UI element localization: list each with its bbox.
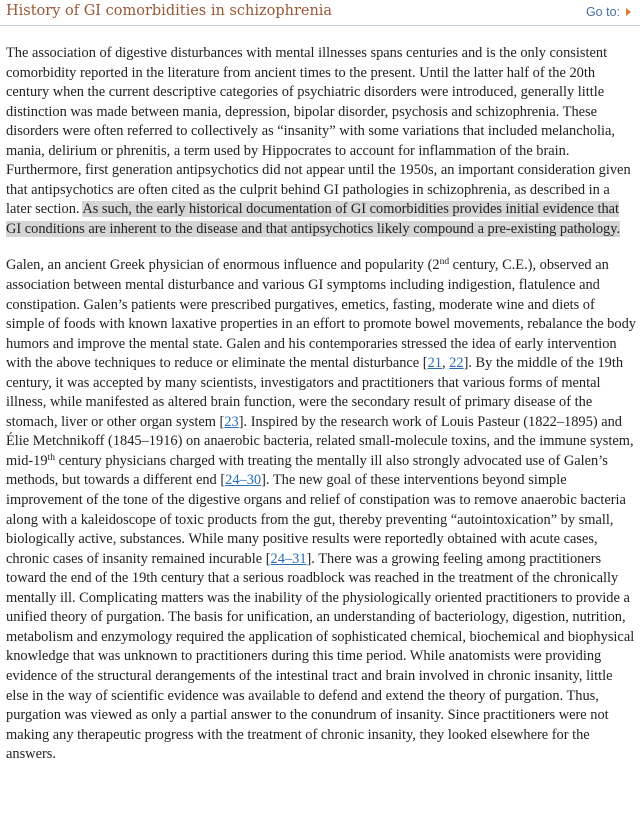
triangle-right-icon[interactable] — [626, 8, 631, 16]
paragraph-2-text: , — [441, 355, 450, 372]
paragraph-1 — [6, 44, 636, 239]
article-body — [6, 44, 636, 765]
paragraph-2-text: ]. By the middle of the 19th century, it was accepted by many scientists, investigators and practitioners that various forms of mental illness, while manifested as altered brain function, were the secondary result of primary disease of the stomach, liver or other organ system [ — [6, 355, 624, 430]
superscript: th — [47, 452, 55, 463]
citation-link-21[interactable]: 21 — [427, 355, 442, 372]
paragraph-2-text: century physicians charged with treating the mentally ill also strongly advocated use of Galen’s methods, but towards a different end [ — [6, 452, 608, 489]
section-header — [0, 0, 640, 26]
paragraph-2-text: ]. There was a growing feeling among practitioners toward the end of the 19th century that a serious roadblock was reached in the treatment of the chronically mentally ill. Complicating matters was the inability of the physiologically oriented practitioners to provide a unified theory of purgation. The basis for unification, an understanding of bacteriology, digestion, nutrition, metabolism and enzymology required the application of sophisticated chemical, biochemical and biophysical knowledge that was unknown to practitioners during this time period. While anatomists were providing evidence of the structural derangements of the intestinal tract and brain involved in chronic insanity, little else in the way of scientific evidence was available to defend and extend the theory of purgation. Thus, purgation was viewed as only a partial answer to the conundrum of insanity. Since practitioners were not making any therapeutic progress with the treatment of chronic insanity, they looked elsewhere for the answers. — [6, 550, 635, 763]
paragraph-2-text: Galen, an ancient Greek physician of enormous influence and popularity (2 — [6, 257, 440, 274]
section-title: History of GI comorbidities in schizophrenia — [6, 3, 333, 19]
paragraph-2-text: ]. Inspired by the research work of Louis Pasteur (1822–1895) and Élie Metchnikoff (1845–1916) on anaerobic bacteria, related small-molecule toxins, and the immune system, mid-19 — [6, 413, 634, 469]
paragraph-2-text: ]. The new goal of these interventions beyond simple improvement of the tone of the digestive organs and relief of constipation was to remove anaerobic bacteria along with a kaleidoscope of toxic products from the gut, thereby preventing “autointoxication” by small, biologically active, substances. While many positive results were reportedly obtained with acute cases, chronic cases of insanity remained incurable [ — [6, 472, 626, 567]
goto-button[interactable] — [586, 5, 631, 19]
goto-label[interactable]: Go to: — [585, 5, 620, 19]
citation-link-22[interactable]: 22 — [449, 355, 464, 372]
citation-link-23[interactable]: 23 — [224, 413, 239, 430]
citation-link-24-30[interactable]: 24–30 — [225, 472, 262, 489]
highlighted-text: As such, the early historical documentation of GI comorbidities provides initial evidence that GI conditions are inherent to the disease and that antipsychotics likely compound a pre-existing pathology. — [6, 201, 621, 237]
superscript: nd — [439, 257, 450, 268]
paragraph-2-text: century, C.E.), observed an association between mental disturbance and various GI symptoms including indigestion, flatulence and constipation. Galen’s patients were prescribed purgatives, emetics, fasting, moderate wine and diets of simple of foods with known laxative properties in an effort to promote bowel movements, rebalance the body humors and improve the mental state. Galen and his contemporaries stressed the idea of early intervention with the above techniques to reduce or eliminate the mental disturbance [ — [6, 257, 636, 372]
citation-link-24-31[interactable]: 24–31 — [270, 550, 307, 567]
paragraph-1-text: The association of digestive disturbances with mental illnesses spans centuries and is the only consistent comorbidity reported in the literature from ancient times to the present. Until the latter half of the 20th century when the current descriptive categories of psychiatric disorders were introduced, generally little distinction was made between mania, depression, bipolar disorder, psychosis and schizophrenia. These disorders were often referred to collectively as “insanity” with some variations that included melancholia, mania, delirium or phrenitis, a term used by Hippocrates to account for inflammation of the brain. Furthermore, first generation antipsychotics did not appear until the 1950s, an important consideration given that antipsychotics are often cited as the culprit behind GI pathologies in schizophrenia, as described in a later section. — [6, 45, 631, 218]
paragraph-2 — [6, 256, 636, 764]
